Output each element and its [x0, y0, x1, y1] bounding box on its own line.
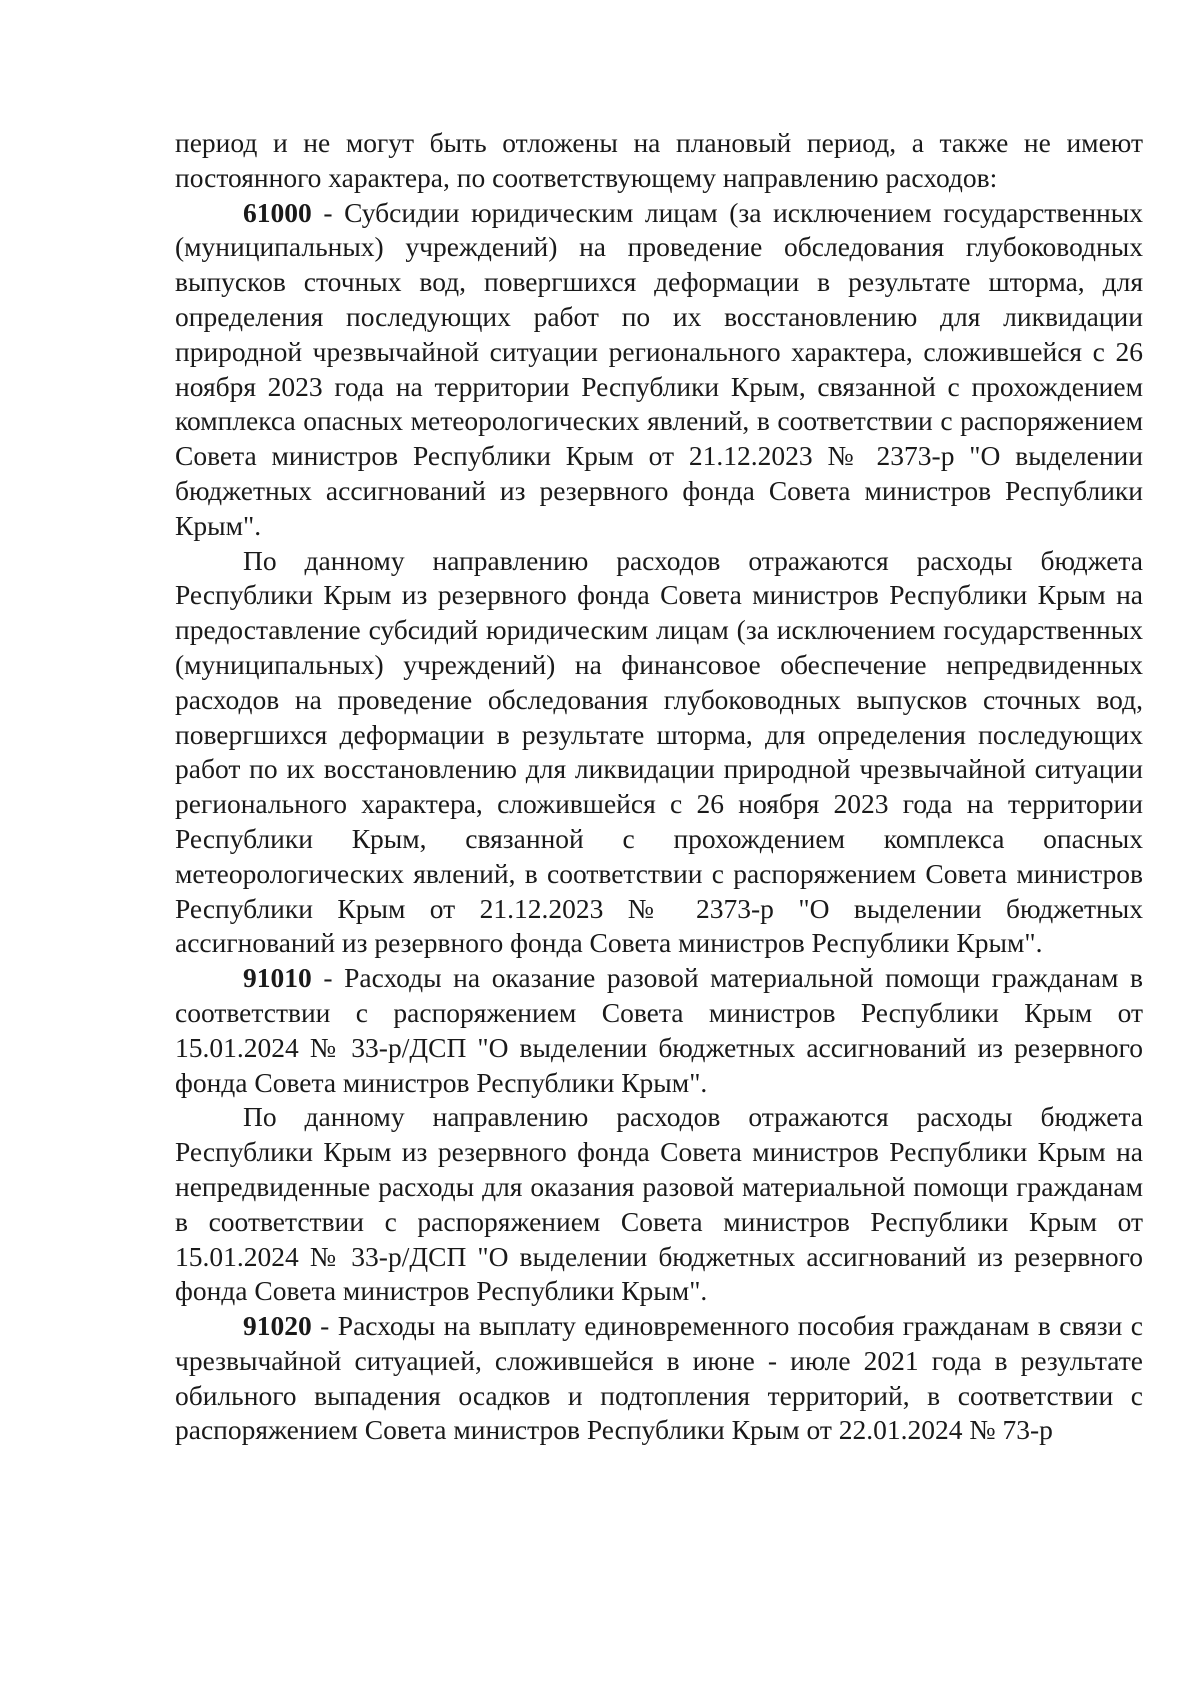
- paragraph-text: - Субсидии юридическим лицам (за исключением государственных (муниципальных) учреждений) на проведение обследования глубоководных выпусков сточных вод, повергшихся деформации в результате шторма, для определения последующих работ по их восстановлению для ликвидации природной чрезвычайной ситуации регионального характера, сложившейся с 26 ноября 2023 года на территории Республики Крым, связанной с прохождением комплекса опасных метеорологических явлений, в соответствии с распоряжением Совета министров Республики Крым от 21.12.2023 № 2373-р "О выделении бюджетных ассигнований из резервного фонда Совета министров Республики Крым".: [175, 196, 1143, 541]
- paragraph-text: По данному направлению расходов отражаются расходы бюджета Республики Крым из резервного фонда Совета министров Республики Крым на непредвиденные расходы для оказания разовой материальной помощи гражданам в соответствии с распоряжением Совета министров Республики Крым от 15.01.2024 № 33-р/ДСП "О выделении бюджетных ассигнований из резервного фонда Совета министров Республики Крым".: [175, 1101, 1143, 1307]
- paragraph-description-61000: [175, 544, 1143, 962]
- paragraph-code-91010: [175, 961, 1143, 1100]
- paragraph-code-61000: [175, 196, 1143, 544]
- expense-code: 91020: [243, 1310, 312, 1342]
- paragraph-text: период и не могут быть отложены на плановый период, а также не имеют постоянного характера, по соответствующему направлению расходов:: [175, 127, 1143, 193]
- expense-code: 91010: [243, 962, 312, 994]
- paragraph-text: - Расходы на выплату единовременного пособия гражданам в связи с чрезвычайной ситуацией, сложившейся в июне - июле 2021 года в результате обильного выпадения осадков и подтопления территорий, в соответствии с распоряжением Совета министров Республики Крым от 22.01.2024 № 73-р: [175, 1310, 1143, 1446]
- document-body: [175, 126, 1143, 1448]
- paragraph-continuation: [175, 126, 1143, 196]
- expense-code: 61000: [243, 196, 312, 228]
- paragraph-description-91010: [175, 1100, 1143, 1309]
- paragraph-code-91020: [175, 1309, 1143, 1448]
- paragraph-text: По данному направлению расходов отражаются расходы бюджета Республики Крым из резервного фонда Совета министров Республики Крым на предоставление субсидий юридическим лицам (за исключением государственных (муниципальных) учреждений) на финансовое обеспечение непредвиденных расходов на проведение обследования глубоководных выпусков сточных вод, повергшихся деформации в результате шторма, для определения последующих работ по их восстановлению для ликвидации природной чрезвычайной ситуации регионального характера, сложившейся с 26 ноября 2023 года на территории Республики Крым, связанной с прохождением комплекса опасных метеорологических явлений, в соответствии с распоряжением Совета министров Республики Крым от 21.12.2023 № 2373-р "О выделении бюджетных ассигнований из резервного фонда Совета министров Республики Крым".: [175, 544, 1143, 959]
- paragraph-text: - Расходы на оказание разовой материальной помощи гражданам в соответствии с распоряжением Совета министров Республики Крым от 15.01.2024 № 33-р/ДСП "О выделении бюджетных ассигнований из резервного фонда Совета министров Республики Крым".: [175, 962, 1143, 1098]
